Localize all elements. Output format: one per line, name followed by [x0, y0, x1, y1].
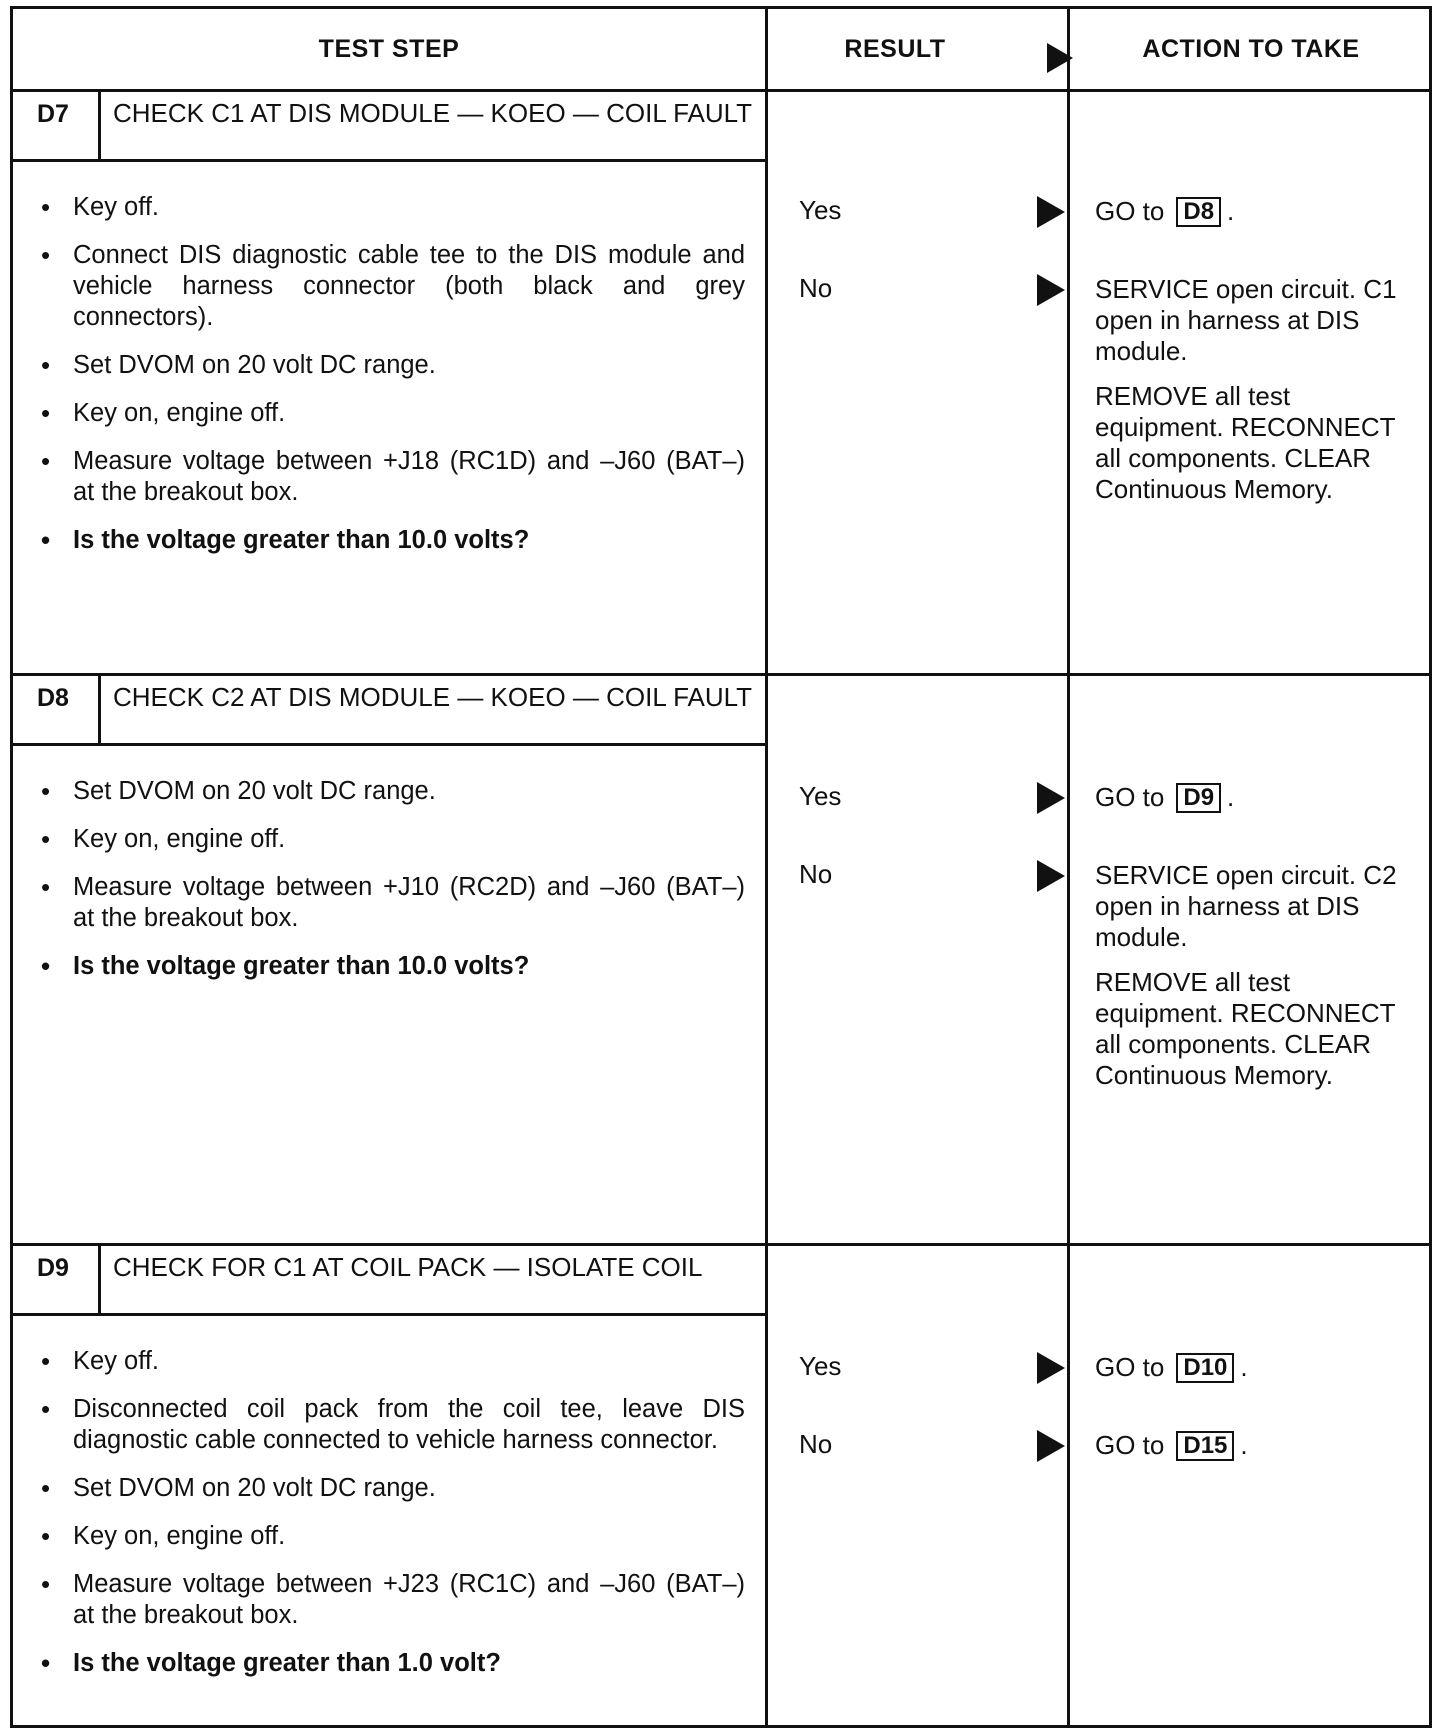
instruction-item: • Measure voltage between +J23 (RC1C) and –J60 (BAT–) at the breakout box.: [37, 1569, 745, 1631]
step-instructions-d8: [37, 776, 745, 999]
instruction-question: • Is the voltage greater than 10.0 volts?: [37, 525, 745, 556]
step-title: CHECK C2 AT DIS MODULE — KOEO — COIL FAULT: [113, 682, 753, 712]
instruction-item: • Disconnected coil pack from the coil tee, leave DIS diagnostic cable connected to vehicle harness connector.: [37, 1394, 745, 1456]
arrow-right-icon: [1037, 196, 1065, 228]
arrow-right-icon: [1037, 1430, 1065, 1462]
step-header-d8: [13, 676, 765, 746]
step-header-d9: [13, 1246, 765, 1316]
step-reference: D15: [1176, 1431, 1234, 1461]
result-yes: Yes: [799, 781, 842, 811]
instruction-question: • Is the voltage greater than 1.0 volt?: [37, 1648, 745, 1679]
instruction-question: • Is the voltage greater than 10.0 volts?: [37, 951, 745, 982]
action-yes-d7: [1095, 196, 1425, 227]
go-to-period: .: [1227, 196, 1235, 226]
action-no-d8: [1095, 860, 1425, 1105]
result-yes: Yes: [799, 1351, 842, 1381]
diagnostic-table: [10, 6, 1432, 1728]
instruction-item: • Set DVOM on 20 volt DC range.: [37, 776, 745, 807]
go-to-text: GO to: [1095, 1352, 1165, 1382]
header-action: ACTION TO TAKE: [1142, 34, 1360, 63]
arrow-right-icon: [1037, 1352, 1065, 1384]
go-to-text: GO to: [1095, 196, 1165, 226]
header-test-step: TEST STEP: [318, 34, 460, 63]
arrow-right-icon: [1037, 860, 1065, 892]
step-title: CHECK FOR C1 AT COIL PACK — ISOLATE COIL: [113, 1252, 703, 1282]
action-paragraph: REMOVE all test equipment. RECONNECT all components. CLEAR Continuous Memory.: [1095, 967, 1396, 1090]
header-result: RESULT: [844, 34, 946, 63]
action-no-d7: [1095, 274, 1425, 519]
go-to-period: .: [1240, 1430, 1248, 1460]
result-no: No: [799, 1429, 833, 1459]
instruction-item: • Set DVOM on 20 volt DC range.: [37, 350, 745, 381]
go-to-text: GO to: [1095, 1430, 1165, 1460]
action-paragraph: SERVICE open circuit. C2 open in harness at DIS module.: [1095, 860, 1397, 952]
step-id: D9: [13, 1246, 101, 1313]
step-instructions-d9: [37, 1346, 745, 1696]
arrow-right-icon: [1037, 782, 1065, 814]
result-no: No: [799, 273, 833, 303]
step-id: D7: [13, 92, 101, 159]
step-reference: D8: [1176, 197, 1221, 227]
instruction-item: • Key off.: [37, 192, 745, 223]
column-divider: [765, 9, 768, 1725]
step-title: CHECK C1 AT DIS MODULE — KOEO — COIL FAULT: [113, 98, 753, 128]
instruction-item: • Connect DIS diagnostic cable tee to the DIS module and vehicle harness connector (both black and grey connectors).: [37, 240, 745, 333]
instruction-item: • Set DVOM on 20 volt DC range.: [37, 1473, 745, 1504]
action-paragraph: SERVICE open circuit. C1 open in harness at DIS module.: [1095, 274, 1397, 366]
arrow-right-icon: [1037, 274, 1065, 306]
step-reference: D9: [1176, 783, 1221, 813]
action-no-d9: [1095, 1430, 1425, 1461]
instruction-item: • Measure voltage between +J10 (RC2D) and –J60 (BAT–) at the breakout box.: [37, 872, 745, 934]
step-instructions-d7: [37, 192, 745, 573]
action-yes-d8: [1095, 782, 1425, 813]
instruction-item: • Key off.: [37, 1346, 745, 1377]
step-reference: D10: [1176, 1353, 1234, 1383]
instruction-item: • Key on, engine off.: [37, 398, 745, 429]
instruction-item: • Key on, engine off.: [37, 1521, 745, 1552]
result-yes: Yes: [799, 195, 842, 225]
column-divider: [1067, 9, 1070, 1725]
go-to-text: GO to: [1095, 782, 1165, 812]
step-id: D8: [13, 676, 101, 743]
instruction-item: • Key on, engine off.: [37, 824, 745, 855]
action-paragraph: REMOVE all test equipment. RECONNECT all components. CLEAR Continuous Memory.: [1095, 381, 1396, 504]
go-to-period: .: [1240, 1352, 1248, 1382]
instruction-item: • Measure voltage between +J18 (RC1D) and –J60 (BAT–) at the breakout box.: [37, 446, 745, 508]
step-header-d7: [13, 92, 765, 162]
result-no: No: [799, 859, 833, 889]
go-to-period: .: [1227, 782, 1235, 812]
action-yes-d9: [1095, 1352, 1425, 1383]
